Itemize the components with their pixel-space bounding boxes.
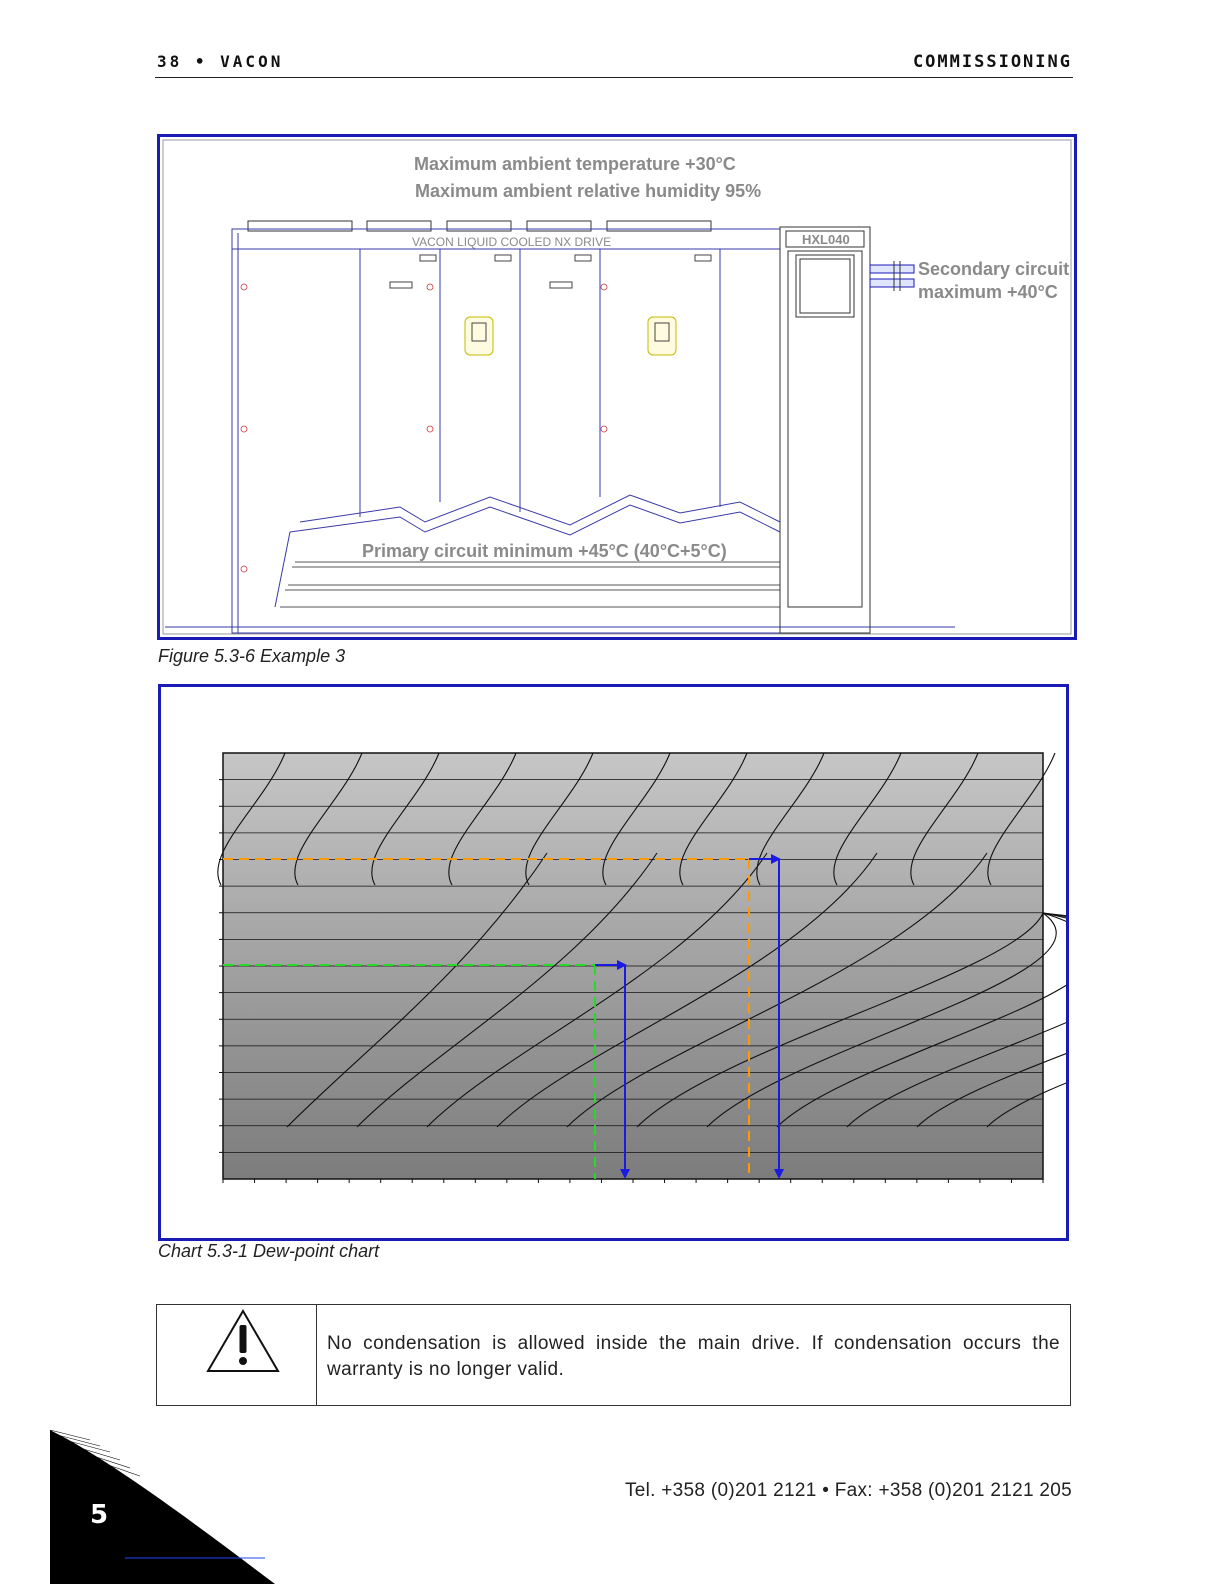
page-label: 38 • VACON (157, 52, 284, 71)
secondary-circuit-max: maximum +40°C (918, 282, 1058, 302)
warning-notice (156, 1304, 1071, 1406)
chapter-number: 5 (90, 1500, 109, 1530)
ambient-temp-label: Maximum ambient temperature +30°C (414, 154, 736, 174)
chart-caption: Chart 5.3-1 Dew-point chart (158, 1241, 380, 1261)
header-divider (155, 77, 1073, 78)
figure-example-3 (157, 134, 1077, 640)
corner-decoration (50, 1430, 280, 1584)
drive-label: VACON LIQUID COOLED NX DRIVE (412, 235, 612, 249)
primary-circuit-label: Primary circuit minimum +45°C (40°C+5°C) (362, 541, 727, 561)
hx-label: HXL040 (802, 232, 850, 247)
figure-caption: Figure 5.3-6 Example 3 (158, 646, 346, 666)
warning-text: No condensation is allowed inside the main drive. If condensation occurs the warranty is no longer valid. (327, 1333, 1060, 1380)
dew-point-chart-plot (161, 687, 1066, 1238)
section-title: COMMISSIONING (912, 52, 1072, 72)
contact-info: Tel. +358 (0)201 2121 • Fax: +358 (0)201 2121 205 (624, 1480, 1072, 1501)
cabinet-drawing (160, 137, 1074, 637)
warning-triangle-icon (157, 1305, 316, 1405)
ambient-humidity-label: Maximum ambient relative humidity 95% (415, 181, 762, 201)
dew-point-chart (158, 684, 1069, 1241)
warning-icon-cell (157, 1305, 317, 1405)
secondary-circuit-label: Secondary circuit (918, 259, 1070, 279)
